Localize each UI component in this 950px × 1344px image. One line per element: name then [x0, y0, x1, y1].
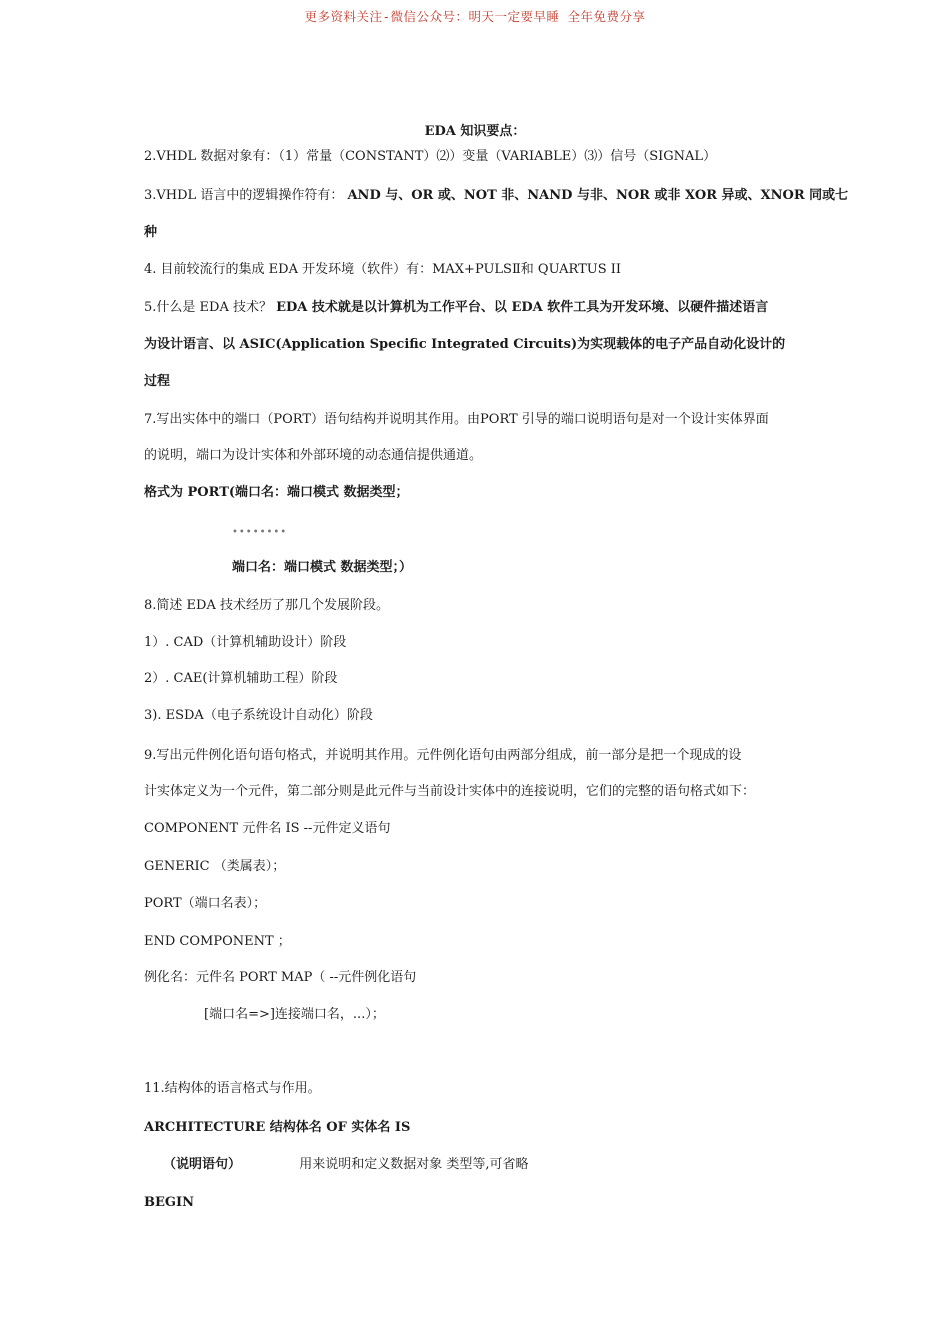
q11-decl-desc: 用来说明和定义数据对象 类型等,可省略 [299, 1157, 529, 1172]
header-banner: 更多资料关注-微信公众号：明天一定要早睡 全年免费分享 [304, 9, 646, 24]
q5-answer-end: 过程 [144, 374, 171, 389]
q9-code-line: GENERIC （类属表）； [144, 859, 286, 874]
q3-line [144, 188, 848, 204]
q2-text: 2.VHDL 数据对象有：（1）常量（CONSTANT）⑵）变量（VARIABLE）⑶）信号（SIGNAL） [144, 149, 717, 164]
q8-item: 1）. CAD（计算机辅助设计）阶段 [144, 635, 347, 650]
q7-format-end: 端口名：端口模式 数据类型；） [232, 560, 413, 575]
q11-begin: BEGIN [144, 1195, 194, 1210]
q3-answer: AND 与、OR 或、NOT 非、NAND 与非、NOR 或非 XOR 异或、XNOR 同或七 [347, 188, 849, 203]
q11-question: 11.结构体的语言格式与作用。 [144, 1081, 321, 1096]
q11-decl [163, 1157, 529, 1173]
q9-code-line: PORT（端口名表）； [144, 896, 267, 911]
q11-decl-label: （说明语句） [163, 1157, 242, 1172]
q9-line2: 计实体定义为一个元件，第二部分则是此元件与当前设计实体中的连接说明，它们的完整的语句格式如下： [144, 784, 756, 799]
q7-line1: 7.写出实体中的端口（PORT）语句结构并说明其作用。由PORT 引导的端口说明语句是对一个设计实体界面 [144, 412, 769, 427]
q8-item: 2）. CAE(计算机辅助工程）阶段 [144, 671, 338, 686]
q4-text: 4. 目前较流行的集成 EDA 开发环境（软件）有：MAX+PULSⅡ和 QUARTUS II [144, 262, 622, 277]
q8-item: 3). ESDA（电子系统设计自动化）阶段 [144, 708, 373, 723]
q9-code-line: END COMPONENT ； [144, 934, 291, 949]
q5-answer: EDA 技术就是以计算机为工作平台、以 EDA 软件工具为开发环境、以硬件描述语言 [276, 300, 769, 315]
q7-line2: 的说明，端口为设计实体和外部环境的动态通信提供通道。 [144, 448, 483, 463]
q11-line1: ARCHITECTURE 结构体名 OF 实体名 IS [144, 1120, 411, 1135]
q9-code-line: 例化名：元件名 PORT MAP（ --元件例化语句 [144, 970, 417, 985]
q3-prefix: 3.VHDL 语言中的逻辑操作符有： [144, 188, 344, 203]
q7-format: 格式为 PORT(端口名：端口模式 数据类型； [144, 485, 409, 500]
q7-dots: •••••••• [232, 527, 288, 538]
q9-code-line: [端口名=>]连接端口名，...）； [204, 1007, 385, 1022]
q5-prefix: 5.什么是 EDA 技术？ [144, 300, 272, 315]
q3-answer-cont: 种 [144, 225, 158, 240]
q8-question: 8.简述 EDA 技术经历了那几个发展阶段。 [144, 598, 389, 613]
q5-answer-cont: 为设计语言、以 ASIC(Application Specific Integrated Circuits)为实现载体的电子产品自动化设计的 [144, 337, 786, 352]
q9-line1: 9.写出元件例化语句语句格式，并说明其作用。元件例化语句由两部分组成，前一部分是把一个现成的设 [144, 748, 742, 763]
page-title: EDA 知识要点： [424, 124, 526, 139]
q9-code-line: COMPONENT 元件名 IS --元件定义语句 [144, 821, 391, 836]
q5-line [144, 300, 768, 316]
